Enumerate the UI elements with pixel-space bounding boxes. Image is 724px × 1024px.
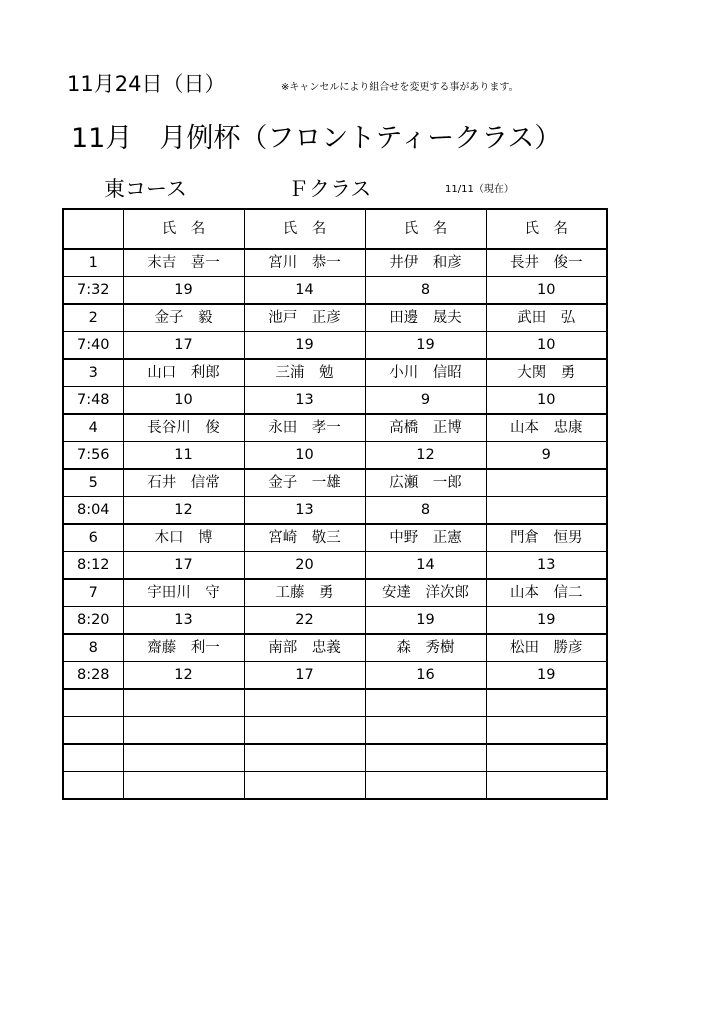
player-handicap	[486, 717, 607, 745]
group-number: 3	[63, 359, 123, 387]
name-row	[63, 744, 607, 772]
player-name: 石井 信常	[123, 469, 244, 497]
tee-group	[63, 689, 607, 744]
player-handicap: 17	[244, 662, 365, 690]
tee-time: 8:12	[63, 552, 123, 580]
player-name: 門倉 恒男	[486, 524, 607, 552]
handicap-row	[63, 387, 607, 415]
player-name: 田邊 晟夫	[365, 304, 486, 332]
column-header: 氏 名	[486, 209, 607, 249]
player-handicap: 10	[486, 332, 607, 360]
group-number	[63, 744, 123, 772]
tee-group	[63, 414, 607, 469]
player-handicap: 13	[486, 552, 607, 580]
player-name	[365, 689, 486, 717]
player-name: 宮崎 敬三	[244, 524, 365, 552]
player-handicap: 16	[365, 662, 486, 690]
player-name: 井伊 和彦	[365, 249, 486, 277]
pairing-table	[62, 208, 608, 800]
player-name: 宇田川 守	[123, 579, 244, 607]
player-name: 齋藤 利一	[123, 634, 244, 662]
player-name: 池戸 正彦	[244, 304, 365, 332]
player-name: 山口 利郎	[123, 359, 244, 387]
cancellation-notice: ※キャンセルにより組合せを変更する事があります。	[281, 82, 519, 93]
player-name	[486, 744, 607, 772]
tee-group	[63, 579, 607, 634]
player-handicap: 10	[486, 387, 607, 415]
player-handicap	[486, 497, 607, 525]
player-handicap: 10	[244, 442, 365, 470]
handicap-row	[63, 442, 607, 470]
player-handicap: 19	[365, 607, 486, 635]
player-name: 森 秀樹	[365, 634, 486, 662]
player-name: 山本 信二	[486, 579, 607, 607]
player-handicap: 14	[244, 277, 365, 305]
player-name: 金子 毅	[123, 304, 244, 332]
player-handicap: 8	[365, 497, 486, 525]
tee-time: 8:20	[63, 607, 123, 635]
player-handicap: 12	[365, 442, 486, 470]
handicap-row	[63, 497, 607, 525]
player-handicap: 19	[486, 662, 607, 690]
player-name: 大関 勇	[486, 359, 607, 387]
player-handicap	[123, 717, 244, 745]
player-name	[486, 469, 607, 497]
tee-group	[63, 359, 607, 414]
tee-time: 7:56	[63, 442, 123, 470]
tee-time: 8:28	[63, 662, 123, 690]
handicap-row	[63, 717, 607, 745]
handicap-row	[63, 332, 607, 360]
name-row	[63, 414, 607, 442]
as-of-date: 11/11（現在）	[445, 184, 514, 195]
event-date: 11月24日（日）	[67, 72, 226, 96]
player-name: 長井 俊一	[486, 249, 607, 277]
column-header: 氏 名	[365, 209, 486, 249]
header-row	[63, 209, 607, 249]
name-row	[63, 249, 607, 277]
tee-time	[63, 717, 123, 745]
player-handicap: 19	[123, 277, 244, 305]
player-handicap	[123, 772, 244, 800]
player-handicap: 11	[123, 442, 244, 470]
player-name: 安達 洋次郎	[365, 579, 486, 607]
player-handicap: 10	[486, 277, 607, 305]
name-row	[63, 304, 607, 332]
player-handicap: 17	[123, 552, 244, 580]
group-number: 6	[63, 524, 123, 552]
group-number: 5	[63, 469, 123, 497]
player-name: 三浦 勉	[244, 359, 365, 387]
player-handicap: 10	[123, 387, 244, 415]
player-name: 中野 正憲	[365, 524, 486, 552]
player-handicap: 19	[244, 332, 365, 360]
handicap-row	[63, 552, 607, 580]
player-handicap: 14	[365, 552, 486, 580]
player-name	[486, 689, 607, 717]
player-handicap: 8	[365, 277, 486, 305]
player-handicap: 17	[123, 332, 244, 360]
tee-time: 7:32	[63, 277, 123, 305]
tee-group	[63, 249, 607, 304]
player-name: 広瀬 一郎	[365, 469, 486, 497]
name-row	[63, 359, 607, 387]
player-name	[244, 689, 365, 717]
name-row	[63, 634, 607, 662]
tee-group	[63, 469, 607, 524]
group-number: 7	[63, 579, 123, 607]
player-name: 高橋 正博	[365, 414, 486, 442]
player-name: 南部 忠義	[244, 634, 365, 662]
player-name: 工藤 勇	[244, 579, 365, 607]
player-handicap: 13	[123, 607, 244, 635]
player-name: 小川 信昭	[365, 359, 486, 387]
name-row	[63, 524, 607, 552]
player-name	[244, 744, 365, 772]
player-handicap: 12	[123, 662, 244, 690]
corner-cell	[63, 209, 123, 249]
player-name: 末吉 喜一	[123, 249, 244, 277]
column-header: 氏 名	[244, 209, 365, 249]
player-handicap: 19	[365, 332, 486, 360]
player-handicap: 12	[123, 497, 244, 525]
player-name: 山本 忠康	[486, 414, 607, 442]
column-header: 氏 名	[123, 209, 244, 249]
player-name: 長谷川 俊	[123, 414, 244, 442]
player-name: 木口 博	[123, 524, 244, 552]
group-number: 8	[63, 634, 123, 662]
tee-time: 7:48	[63, 387, 123, 415]
group-number	[63, 689, 123, 717]
tee-group	[63, 524, 607, 579]
group-number: 1	[63, 249, 123, 277]
tee-time: 7:40	[63, 332, 123, 360]
handicap-row	[63, 662, 607, 690]
player-name	[123, 744, 244, 772]
handicap-row	[63, 772, 607, 800]
player-handicap: 13	[244, 497, 365, 525]
tee-group	[63, 744, 607, 799]
tee-group	[63, 634, 607, 689]
player-handicap	[244, 717, 365, 745]
player-handicap: 9	[486, 442, 607, 470]
player-handicap: 9	[365, 387, 486, 415]
course-name: 東コース	[104, 177, 187, 201]
group-number: 2	[63, 304, 123, 332]
player-name	[365, 744, 486, 772]
tee-time	[63, 772, 123, 800]
player-name: 永田 孝一	[244, 414, 365, 442]
group-number: 4	[63, 414, 123, 442]
player-handicap: 13	[244, 387, 365, 415]
player-handicap	[365, 772, 486, 800]
tee-group	[63, 304, 607, 359]
player-handicap	[486, 772, 607, 800]
player-name: 宮川 恭一	[244, 249, 365, 277]
tee-time: 8:04	[63, 497, 123, 525]
name-row	[63, 689, 607, 717]
name-row	[63, 469, 607, 497]
player-handicap	[365, 717, 486, 745]
name-row	[63, 579, 607, 607]
event-title: 11月 月例杯（フロントティークラス）	[71, 123, 562, 154]
class-name: Ｆクラス	[288, 177, 372, 201]
handicap-row	[63, 607, 607, 635]
player-handicap: 19	[486, 607, 607, 635]
player-handicap	[244, 772, 365, 800]
player-name: 武田 弘	[486, 304, 607, 332]
player-handicap: 20	[244, 552, 365, 580]
player-name: 松田 勝彦	[486, 634, 607, 662]
player-name	[123, 689, 244, 717]
handicap-row	[63, 277, 607, 305]
player-name: 金子 一雄	[244, 469, 365, 497]
player-handicap: 22	[244, 607, 365, 635]
